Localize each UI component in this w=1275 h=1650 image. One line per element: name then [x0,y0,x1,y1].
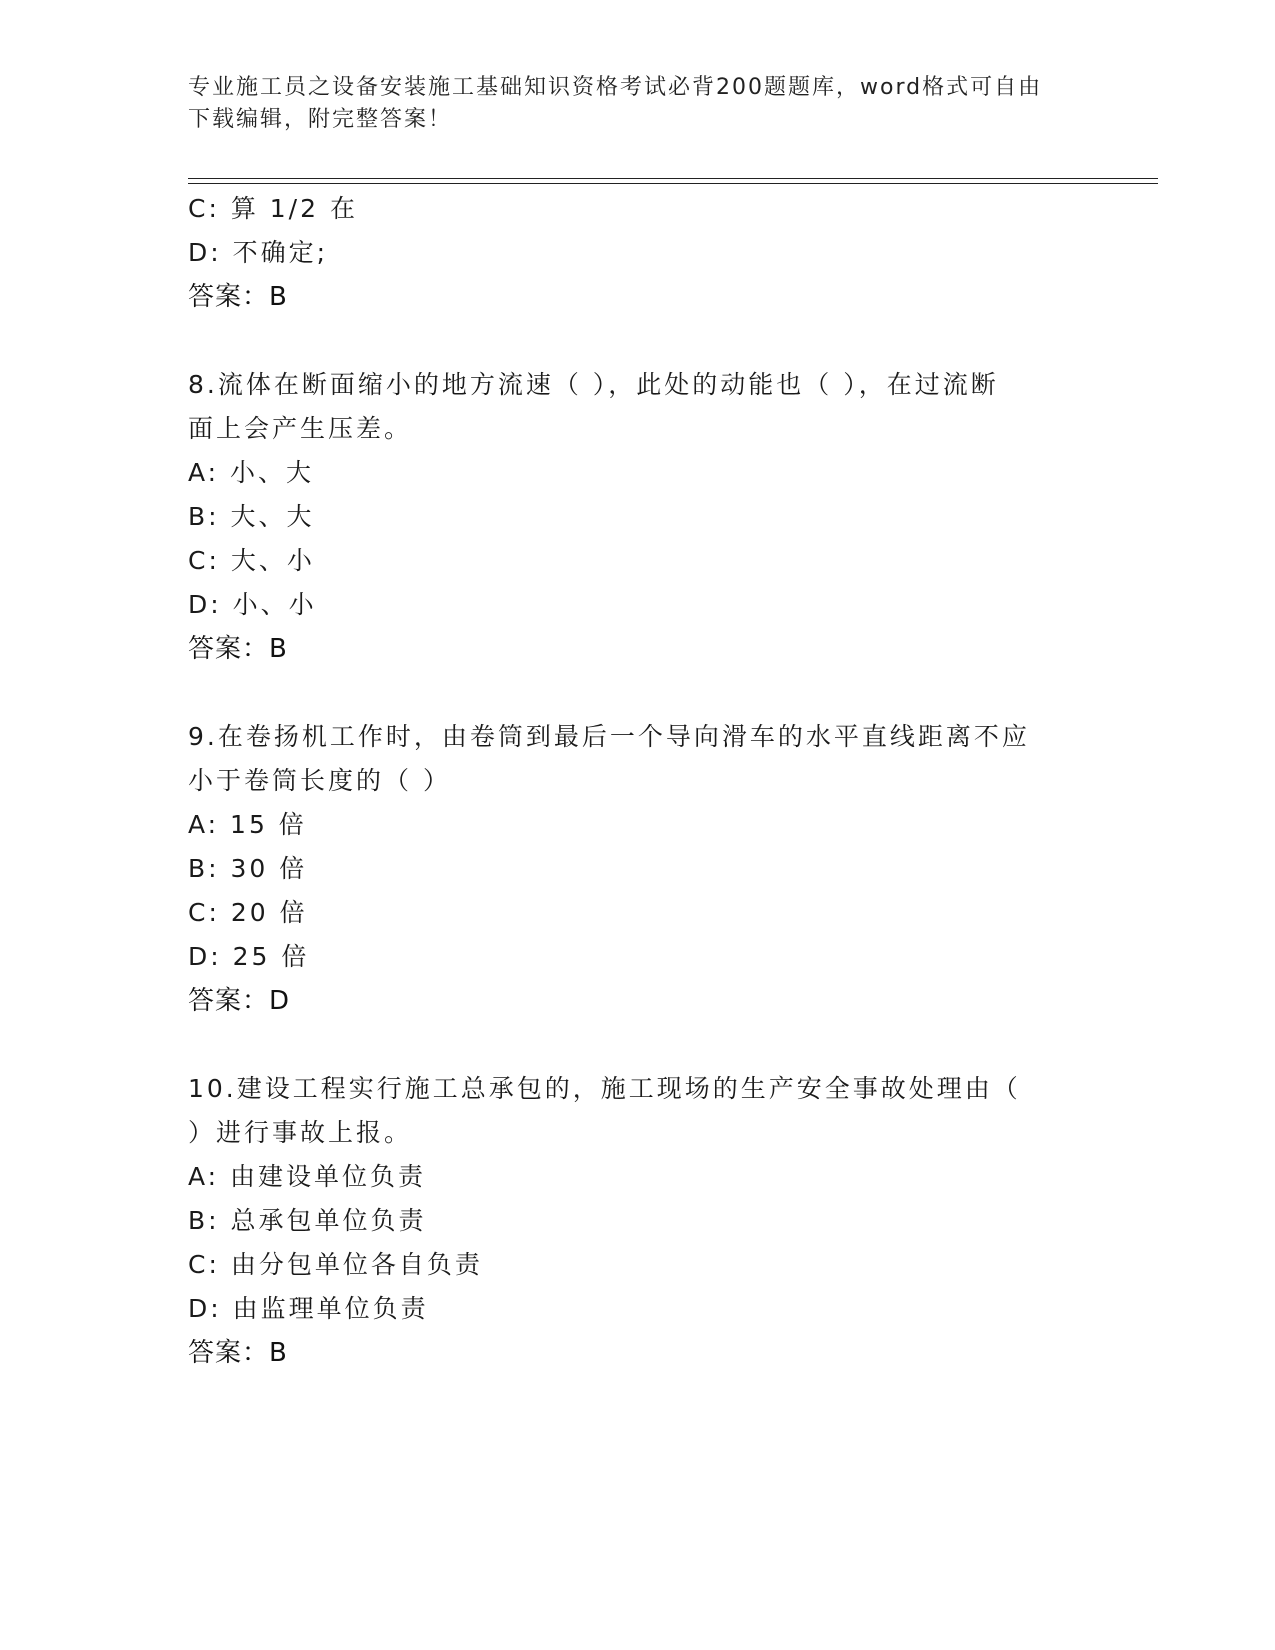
q9-option-a: A: 15 倍 [188,810,307,839]
prev-option-c: C: 算 1/2 在 [188,194,358,223]
q8-option-a: A: 小、大 [188,458,315,487]
q10-stem-line-2: ）进行事故上报。 [188,1118,413,1147]
q8-option-b: B: 大、大 [188,502,315,531]
header-title-line-1: 专业施工员之设备安装施工基础知识资格考试必背200题题库，word格式可自由 [188,75,1043,100]
q10-option-a: A: 由建设单位负责 [188,1162,427,1191]
q9-option-d: D: 25 倍 [188,942,310,971]
q8-option-d: D: 小、小 [188,590,317,619]
q9-option-c: C: 20 倍 [188,898,308,927]
q8-stem-line-1: 8.流体在断面缩小的地方流速（ ），此处的动能也（ ），在过流断 [188,370,999,399]
q10-answer: 答案：B [188,1338,288,1368]
q10-stem-line-1: 10.建设工程实行施工总承包的，施工现场的生产安全事故处理由（ [188,1074,1021,1103]
q9-stem-line-2: 小于卷筒长度的（ ） [188,766,451,795]
document-header [188,72,1068,136]
header-divider-top [188,178,1158,179]
q9-option-b: B: 30 倍 [188,854,308,883]
q9-answer: 答案：D [188,986,291,1016]
prev-answer: 答案：B [188,282,288,312]
q10-option-c: C: 由分包单位各自负责 [188,1250,483,1279]
q8-stem-line-2: 面上会产生压差。 [188,414,413,443]
header-title-line-2: 下载编辑，附完整答案！ [188,107,453,132]
prev-option-d: D: 不确定; [188,238,329,267]
q10-option-d: D: 由监理单位负责 [188,1294,429,1323]
q8-answer: 答案：B [188,634,288,664]
q10-option-b: B: 总承包单位负责 [188,1206,427,1235]
q9-stem-line-1: 9.在卷扬机工作时，由卷筒到最后一个导向滑车的水平直线距离不应 [188,722,1030,751]
q8-option-c: C: 大、小 [188,546,315,575]
header-divider-bottom [188,183,1158,184]
